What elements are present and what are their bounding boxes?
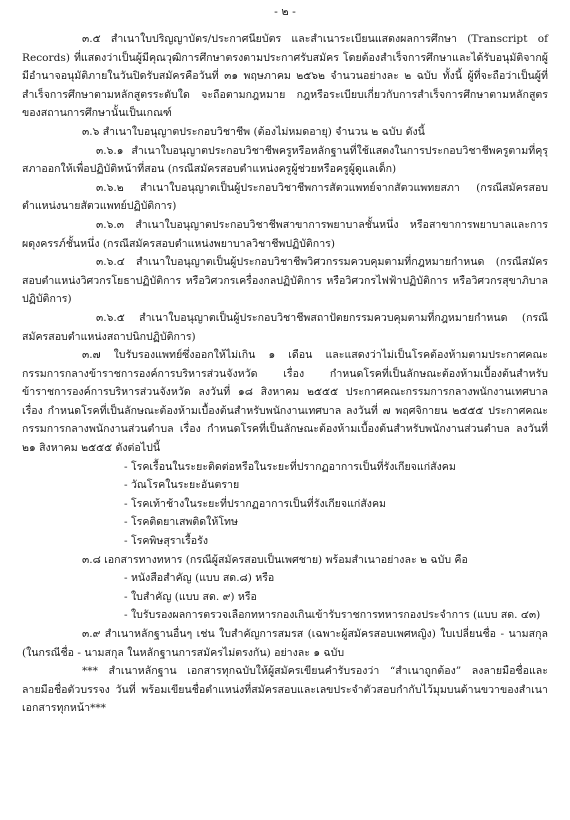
military-doc-item: - ใบสำคัญ (แบบ สด. ๙) หรือ: [124, 590, 257, 603]
paragraph-3-6-1: ๓.๖.๑ สำเนาใบอนุญาตประกอบวิชาชีพครูหรือหลักฐานที่ใช้แสดงในการประกอบวิชาชีพครูตามที่คุรุสภาออกให้เพื่อปฏิบัติหน้าที่สอน (กรณีสมัครสอบตำแหน่งครูผู้ช่วยหรือครูผู้ดูแลเด็ก): [22, 144, 548, 176]
paragraph-3-8: ๓.๘ เอกสารทางทหาร (กรณีผู้สมัครสอบเป็นเพศชาย) พร้อมสำเนาอย่างละ ๒ ฉบับ คือ: [82, 553, 468, 566]
military-doc-item: - หนังสือสำคัญ (แบบ สด.๘) หรือ: [124, 572, 275, 585]
paragraph-3-6-5: ๓.๖.๕ สำเนาใบอนุญาตเป็นผู้ประกอบวิชาชีพสถาปัตยกรรมควบคุมตามที่กฎหมายกำหนด (กรณีสมัครสอบตำแหน่งสถาปนิกปฏิบัติการ): [22, 311, 548, 343]
paragraph-3-6: ๓.๖ สำเนาใบอนุญาตประกอบวิชาชีพ (ต้องไม่หมดอายุ) จำนวน ๒ ฉบับ ดังนี้: [82, 125, 425, 138]
paragraph-3-9: ๓.๙ สำเนาหลักฐานอื่นๆ เช่น ใบสำคัญการสมรส (เฉพาะผู้สมัครสอบเพศหญิง) ใบเปลี่ยนชื่อ - นามสกุล (ในกรณีชื่อ - นามสกุล ในหลักฐานการสมัครไม่ตรงกัน) อย่างละ ๑ ฉบับ: [22, 628, 548, 659]
page-number: - ๒ -: [274, 5, 296, 18]
paragraph-3-5: ๓.๕ สำเนาใบปริญญาบัตร/ประกาศนียบัตร และสำเนาระเบียนแสดงผลการศึกษา (Transcript of Records) ที่แสดงว่าเป็นผู้มีคุณวุฒิการศึกษาตรงตามประกาศรับสมัคร โดยต้องสำเร็จการศึกษาและได้รับอนุมัติจากผู้มีอำนาจอนุมัติภายในวันปิดรับสมัครคือวันที่ ๓๑ พฤษภาคม ๒๕๖๒ จำนวนอย่างละ ๒ ฉบับ ทั้งนี้ ผู้ที่จะถือว่าเป็นผู้ที่สำเร็จการศึกษาตามหลักสูตรระดับใด จะถือตามกฎหมาย กฎหรือระเบียบเกี่ยวกับการสำเร็จการศึกษาตามหลักสูตรของสถานการศึกษานั้นเป็นเกณฑ์: [22, 33, 548, 120]
disease-item: - โรคเท้าช้างในระยะที่ปรากฏอาการเป็นที่รังเกียจแก่สังคม: [124, 497, 387, 510]
disease-item: - วัณโรคในระยะอันตราย: [124, 479, 240, 492]
disease-item: - โรคพิษสุราเรื้อรัง: [124, 535, 209, 548]
disease-item: - โรคติดยาเสพติดให้โทษ: [124, 516, 238, 529]
disease-item: - โรคเรื้อนในระยะติดต่อหรือในระยะที่ปรากฏอาการเป็นที่รังเกียจแก่สังคม: [124, 460, 456, 473]
paragraph-3-6-2: ๓.๖.๒ สำเนาใบอนุญาตเป็นผู้ประกอบวิชาชีพการสัตวแพทย์จากสัตวแพทยสภา (กรณีสมัครสอบตำแหน่งนายสัตวแพทย์ปฏิบัติการ): [22, 181, 548, 213]
certification-note: *** สำเนาหลักฐาน เอกสารทุกฉบับให้ผู้สมัครเขียนคำรับรองว่า “สำเนาถูกต้อง” ลงลายมือชื่อและลายมือชื่อตัวบรรจง วันที่ พร้อมเขียนชื่อตำแหน่งที่สมัครสอบและเลขประจำตัวสอบกำกับไว้มุมบนด้านขวาของสำเนาเอกสารทุกหน้า***: [22, 665, 548, 715]
military-doc-item: - ใบรับรองผลการตรวจเลือกทหารกองเกินเข้ารับราชการทหารกองประจำการ (แบบ สด. ๔๓): [124, 609, 541, 622]
paragraph-3-7: ๓.๗ ใบรับรองแพทย์ซึ่งออกให้ไม่เกิน ๑ เดือน และแสดงว่าไม่เป็นโรคต้องห้ามตามประกาศคณะกรรมการกลางข้าราชการองค์การบริหารส่วนจังหวัด เรื่อง กำหนดโรคที่เป็นลักษณะต้องห้ามเบื้องต้นสำหรับข้าราชการองค์การบริหารส่วนจังหวัด ลงวันที่ ๑๘ สิงหาคม ๒๕๕๕ ประกาศคณะกรรมการกลางพนักงานเทศบาล เรื่อง กำหนดโรคที่เป็นลักษณะต้องห้ามเบื้องต้นสำหรับพนักงานเทศบาล ลงวันที่ ๗ พฤศจิกายน ๒๕๕๕ ประกาศคณะกรรมการกลางพนักงานส่วนตำบล เรื่อง กำหนดโรคที่เป็นลักษณะต้องห้ามเบื้องต้นสำหรับพนักงานส่วนตำบล ลงวันที่ ๒๑ สิงหาคม ๒๕๕๕ ดังต่อไปนี้: [22, 349, 548, 455]
paragraph-3-6-4: ๓.๖.๔ สำเนาใบอนุญาตเป็นผู้ประกอบวิชาชีพวิศวกรรมควบคุมตามที่กฎหมายกำหนด (กรณีสมัครสอบตำแหน่งวิศวกรโยธาปฏิบัติการ หรือวิศวกรเครื่องกลปฏิบัติการ หรือวิศวกรไฟฟ้าปฏิบัติการ หรือวิศวกรสุขาภิบาลปฏิบัติการ): [22, 256, 548, 306]
paragraph-3-6-3: ๓.๖.๓ สำเนาใบอนุญาตประกอบวิชาชีพสาขาการพยาบาลชั้นหนึ่ง หรือสาขาการพยาบาลและการผดุงครรภ์ชั้นหนึ่ง (กรณีสมัครสอบตำแหน่งพยาบาลวิชาชีพปฏิบัติการ): [22, 218, 548, 250]
